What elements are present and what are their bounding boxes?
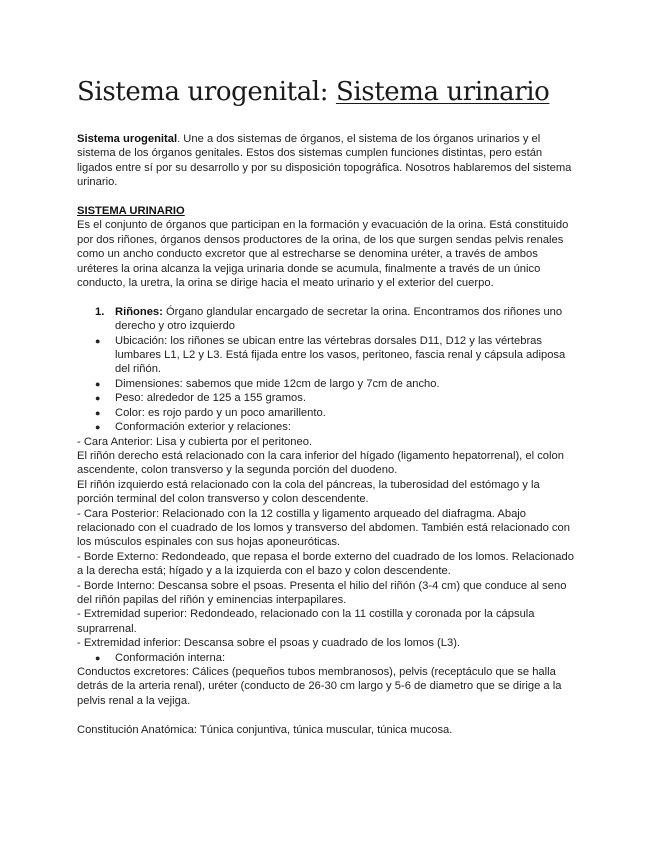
bullet-item-internal: [77, 651, 577, 665]
internal-paragraph: Conductos excretores: Cálices (pequeños tubos membranosos), pelvis (receptáculo que se halla detrás de la arteria renal), uréter (conducto de 26-30 cm largo y 5-6 de diametro que se dirige a la pelvis renal a la vejiga.: [77, 666, 562, 707]
bullet-icon: ●: [95, 393, 101, 404]
bullet-icon: ●: [95, 652, 101, 663]
section-paragraph: Es el conjunto de órganos que participan en la formación y evacuación de la orina. Está constituido por dos riñones, órganos densos productores de la orina, de los que surgen sendas pelvis renales como un ancho conducto excretor que al estrecharse se denomina uréter, a través de ambos uréteres la orina alcanza la vejiga urinaria donde se acumula, finalmente a través de un único conducto, la uretra, la orina se dirige hacia el meato urinario y el exterior del cuerpo.: [77, 219, 569, 290]
relation-internal-border: - Borde Interno: Descansa sobre el psoas. Presenta el hilio del riñón (3-4 cm) que conduce al seno del riñón papilas del riñón y eminencias interpapilares.: [77, 579, 567, 606]
bullet-icon: ●: [95, 335, 101, 346]
bullet-item-exterior: [77, 420, 577, 434]
bullet-text: Conformación exterior y relaciones:: [115, 421, 291, 434]
relation-lower-extremity: - Extremidad inferior: Descansa sobre el psoas y cuadrado de los lomos (L3).: [77, 637, 461, 650]
kidneys-term: Riñones:: [115, 305, 163, 318]
bullet-item-color: [77, 406, 577, 420]
bullet-text: Peso: alrededor de 125 a 155 gramos.: [115, 392, 306, 405]
relation-external-border: - Borde Externo: Redondeado, que repasa el borde externo del cuadrado de los lomos. Relacionado a la derecha está; hígado y a la izquierda con el bazo y colon descendente.: [77, 550, 574, 578]
bullet-text: Ubicación: los riñones se ubican entre las vértebras dorsales D11, D12 y las vértebras lumbares L1, L2 y L3. Está fijada entre los vasos, peritoneo, fascia renal y cápsula adiposa del riñón.: [115, 334, 566, 376]
relation-right-kidney: El riñón derecho está relacionado con la cara inferior del hígado (ligamento hepatorrenal), el colon ascendente, colon transverso y la segunda porción del duodeno.: [77, 449, 564, 477]
title-link[interactable]: Sistema urinario: [335, 77, 550, 107]
constitution-paragraph: Constitución Anatómica: Túnica conjuntiva, túnica muscular, túnica mucosa.: [77, 723, 453, 736]
bullet-icon: ●: [95, 378, 101, 389]
bullet-icon: ●: [95, 407, 101, 418]
section-heading: SISTEMA URINARIO: [77, 205, 185, 218]
bullet-item-dimensions: [77, 377, 577, 391]
numbered-item-kidneys: [77, 305, 577, 334]
bullet-text: Dimensiones: sabemos que mide 12cm de largo y 7cm de ancho.: [115, 377, 440, 390]
bullet-text: Color: es rojo pardo y un poco amarillento.: [115, 406, 326, 419]
title-prefix: Sistema urogenital:: [77, 77, 336, 107]
list-number: 1.: [95, 305, 105, 318]
kidneys-text: Órgano glandular encargado de secretar la orina. Encontramos dos riñones uno derecho y otro izquierdo: [115, 305, 563, 333]
document-body: [77, 132, 577, 737]
intro-bold-term: Sistema urogenital: [77, 133, 178, 145]
relation-anterior-face: - Cara Anterior: Lisa y cubierta por el peritoneo.: [77, 435, 313, 448]
bullet-item-location: [77, 334, 577, 377]
relation-upper-extremity: - Extremidad superior: Redondeado, relacionado con la 11 costilla y coronada por la cápsula suprarrenal.: [77, 608, 535, 635]
intro-paragraph: [77, 132, 577, 190]
bullet-icon: ●: [95, 422, 101, 433]
relation-posterior-face: - Cara Posterior: Relacionado con la 12 costilla y ligamento arqueado del diafragma. Abajo relacionado con el cuadrado de los lomos y transverso del abdomen. También está relacionado con los músculos espinales con sus hojas aponeuróticas.: [77, 507, 570, 549]
bullet-text: Conformación interna:: [115, 651, 226, 664]
intro-text: . Une a dos sistemas de órganos, el sistema de los órganos urinarios y el sistema de los órganos genitales. Estos dos sistemas cumplen funciones distintas, pero están ligados entre sí por su desarrollo y por su disposición topográfica. Nosotros hablaremos del sistema urinario.: [77, 133, 572, 189]
page-title: [77, 74, 549, 110]
bullet-item-weight: [77, 391, 577, 405]
relation-left-kidney: El riñón izquierdo está relacionado con la cola del páncreas, la tuberosidad del estómago y la porción terminal del colon transverso y colon descendente.: [77, 478, 540, 506]
